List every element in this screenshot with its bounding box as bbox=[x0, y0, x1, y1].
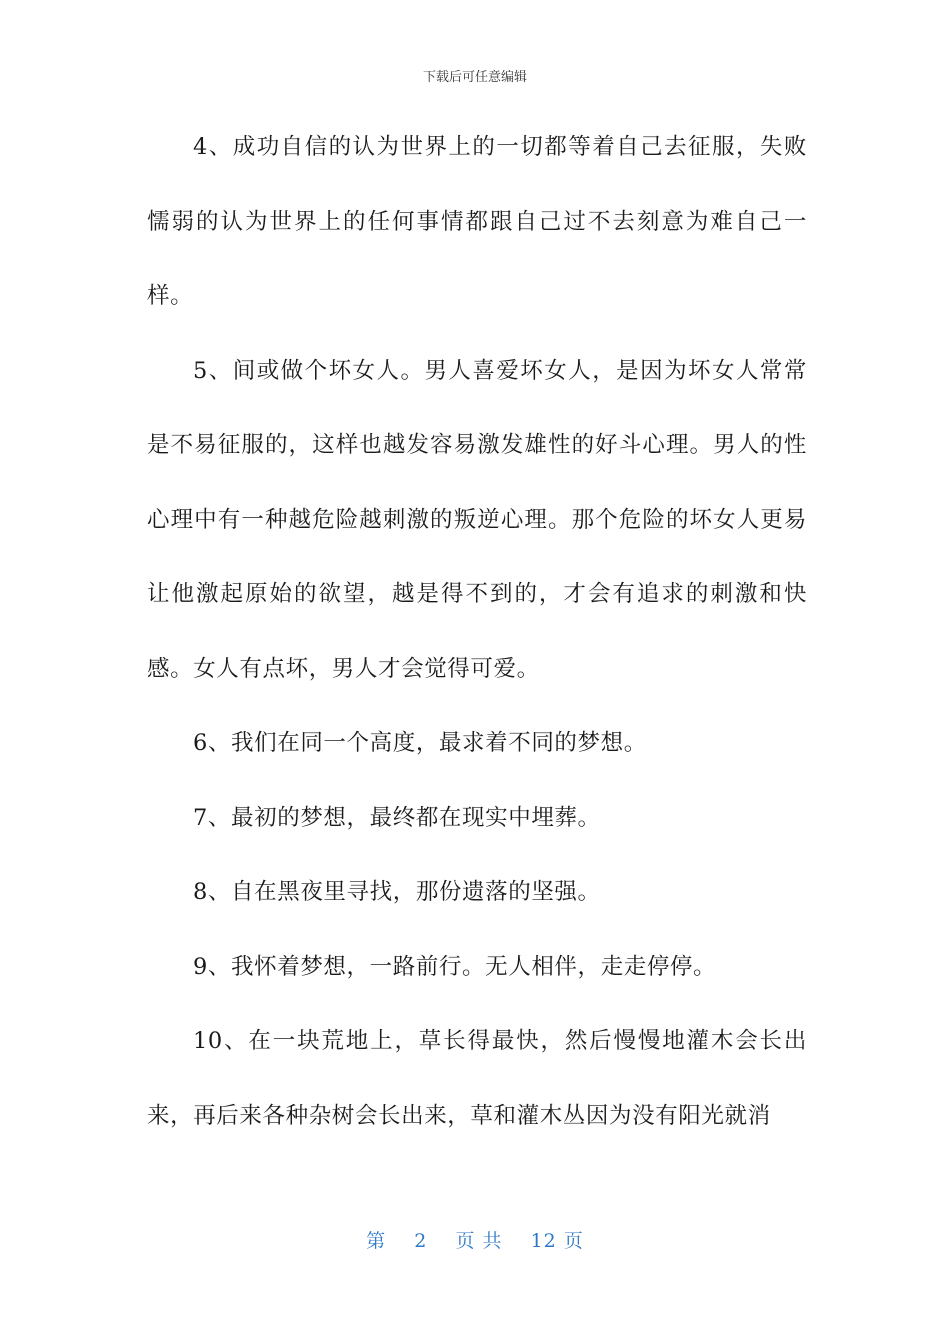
page-header: 下载后可任意编辑 bbox=[422, 70, 527, 85]
paragraph-7: 7、最初的梦想，最终都在现实中埋葬。 bbox=[193, 804, 601, 831]
paragraph-9: 9、我怀着梦想，一路前行。无人相伴，走走停停。 bbox=[193, 953, 717, 980]
page-footer bbox=[0, 1226, 950, 1253]
paragraph-4: 4、成功自信的认为世界上的一切都等着自己去征服，失败懦弱的认为世界上的任何事情都跟自己过不去刻意为难自己一样。 bbox=[147, 134, 807, 309]
footer-suffix: 页 bbox=[563, 1230, 584, 1252]
paragraph-5: 5、间或做个坏女人。男人喜爱坏女人，是因为坏女人常常是不易征服的，这样也越发容易激发雄性的好斗心理。男人的性心理中有一种越危险越刺激的叛逆心理。那个危险的坏女人更易让他激起原始的欲望，越是得不到的，才会有追求的刺激和快感。女人有点坏，男人才会觉得可爱。 bbox=[147, 357, 807, 682]
paragraph-8: 8、自在黑夜里寻找，那份遗落的坚强。 bbox=[193, 879, 601, 905]
paragraph-10: 10、在一块荒地上，草长得最快，然后慢慢地灌木会长出来，再后来各种杂树会长出来，草和灌木丛因为没有阳光就消 bbox=[147, 1028, 807, 1129]
footer-prefix: 第 bbox=[366, 1230, 387, 1252]
footer-page-number: 2 bbox=[414, 1230, 428, 1252]
footer-total-pages: 12 bbox=[530, 1230, 557, 1252]
document-body bbox=[147, 110, 807, 1153]
footer-middle: 页 共 bbox=[455, 1230, 503, 1252]
paragraph-6: 6、我们在同一个高度，最求着不同的梦想。 bbox=[193, 730, 647, 756]
